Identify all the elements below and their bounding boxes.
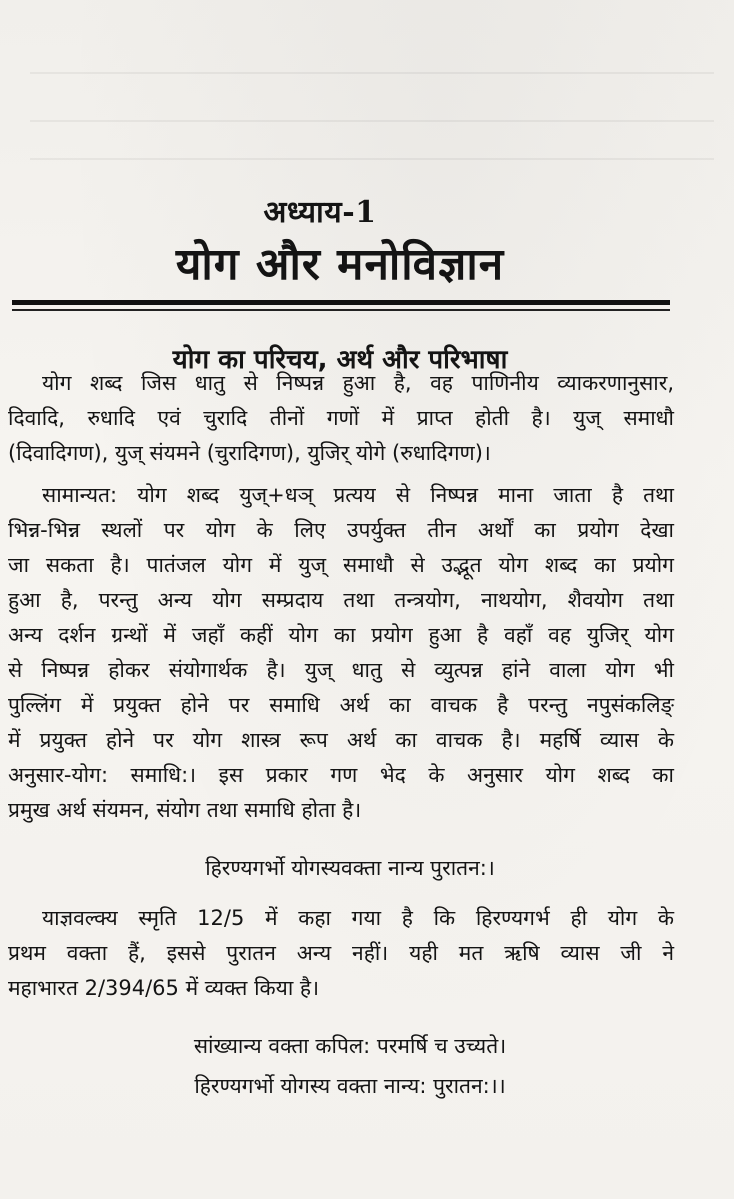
verse-line: हिरण्यगर्भो योगस्य वक्ता नान्य: पुरातन:।।	[194, 1074, 506, 1098]
chapter-title: योग और मनोविज्ञान	[175, 239, 505, 290]
paragraph-line: अनुसार-योग: समाधि:। इस प्रकार गण भेद के अनुसार योग शब्द का	[8, 763, 674, 787]
paragraph-line: में प्रयुक्त होने पर योग शास्त्र रूप अर्थ का वाचक है। महर्षि व्यास के	[8, 728, 674, 752]
paragraph-line: जा सकता है। पातंजल योग में युज् समाधौ से उद्भूत योग शब्द का प्रयोग	[8, 553, 674, 577]
paragraph-line: याज्ञवल्क्य स्मृति 12/5 में कहा गया है कि हिरण्यगर्भ ही योग के	[42, 906, 674, 930]
paragraph-line: से निष्पन्न होकर संयोगार्थक है। युज् धातु से व्युत्पन्न हांने वाला योग भी	[8, 658, 674, 682]
paragraph-line: हुआ है, परन्तु अन्य योग सम्प्रदाय तथा तन्त्रयोग, नाथयोग, शैवयोग तथा	[8, 588, 674, 612]
paragraph-line: प्रमुख अर्थ संयमन, संयोग तथा समाधि होता है।	[8, 798, 362, 822]
paragraph-line: अन्य दर्शन ग्रन्थों में जहाँ कहीं योग का प्रयोग हुआ है वहाँ वह युजिर् योग	[8, 623, 674, 647]
bleed-through-line	[30, 120, 714, 122]
verse-line: सांख्यान्य वक्ता कपिल: परमर्षि च उच्यते।	[193, 1034, 507, 1058]
bleed-through-line	[30, 72, 714, 74]
bleed-through-line	[30, 158, 714, 160]
title-rule-thin	[12, 309, 670, 311]
paragraph-line: पुल्लिंग में प्रयुक्त होने पर समाधि अर्थ का वाचक है परन्तु नपुसंकलिङ्	[8, 693, 674, 717]
paragraph-line: दिवादि, रुधादि एवं चुरादि तीनों गणों में प्राप्त होती है। युज् समाधौ	[8, 406, 674, 430]
verse-line: हिरण्यगर्भो योगस्यवक्ता नान्य पुरातन:।	[205, 856, 495, 880]
paragraph-line: प्रथम वक्ता हैं, इससे पुरातन अन्य नहीं। यही मत ऋषि व्यास जी ने	[8, 941, 674, 965]
section-heading: योग का परिचय, अर्थ और परिभाषा	[172, 345, 508, 375]
paragraph-line: (दिवादिगण), युज् संयमने (चुरादिगण), युजिर् योगे (रुधादिगण)।	[8, 441, 491, 465]
paragraph-line: सामान्यत: योग शब्द युज्+धञ् प्रत्यय से निष्पन्न माना जाता है तथा	[42, 483, 674, 507]
title-rule-thick	[12, 300, 670, 305]
paragraph-line: महाभारत 2/394/65 में व्यक्त किया है।	[8, 976, 320, 1000]
chapter-label: अध्याय-1	[263, 195, 377, 230]
paragraph-line: योग शब्द जिस धातु से निष्पन्न हुआ है, वह पाणिनीय व्याकरणानुसार,	[42, 371, 674, 395]
paragraph-line: भिन्न-भिन्न स्थलों पर योग के लिए उपर्युक्त तीन अर्थों का प्रयोग देखा	[8, 518, 674, 542]
